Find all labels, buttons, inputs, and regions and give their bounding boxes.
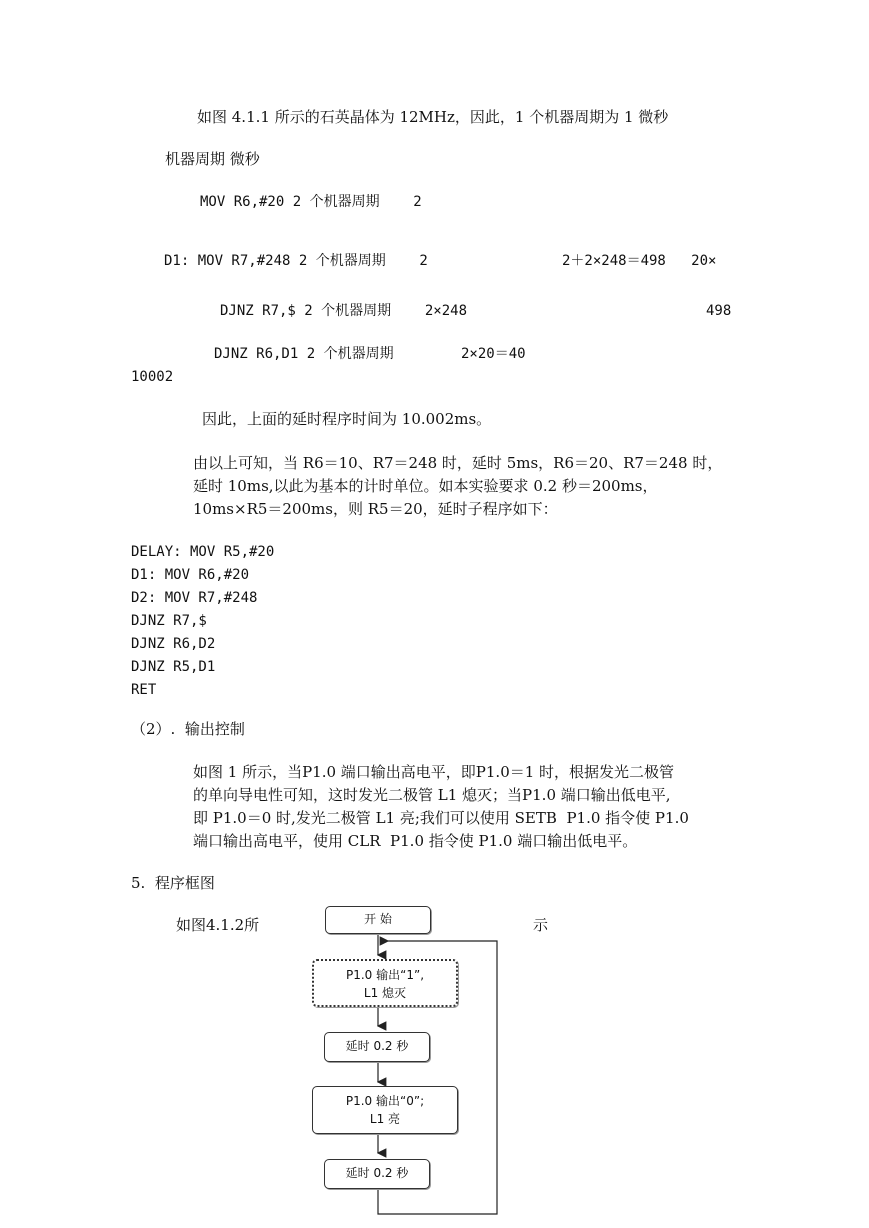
- timing-total: 10002: [131, 369, 174, 385]
- paragraph-line: 延时 10ms,以此为基本的计时单位。如本实验要求 0.2 秒＝200ms，: [193, 477, 658, 495]
- code-line: RET: [131, 682, 157, 698]
- flowchart-output-1: [312, 959, 458, 1007]
- section-2-title: （2）. 输出控制: [131, 720, 245, 738]
- timing-row-4: DJNZ R6,D1 2 个机器周期 2×20＝40: [214, 346, 526, 362]
- code-line: DJNZ R7,$: [131, 613, 207, 629]
- flowchart-delay-1-label: 延时 0.2 秒: [345, 1039, 409, 1053]
- flowchart-delay-2-label: 延时 0.2 秒: [345, 1166, 409, 1180]
- paragraph-line: 的单向导电性可知，这时发光二极管 L1 熄灭；当P1.0 端口输出低电平,: [193, 786, 671, 804]
- paragraph-output-control: [193, 761, 689, 853]
- timing-row-2-left: D1: MOV R7,#248 2 个机器周期 2: [164, 253, 428, 269]
- section-5-title: 5. 程序框图: [131, 874, 215, 892]
- timing-row-3-right: 498: [706, 303, 732, 319]
- flowchart-delay-2: [324, 1159, 430, 1189]
- code-line: DJNZ R6,D2: [131, 636, 216, 652]
- paragraph-delay-explanation: [193, 452, 722, 521]
- intro-line: 如图 4.1.1 所示的石英晶体为 12MHz，因此，1 个机器周期为 1 微秒: [197, 108, 669, 126]
- paragraph-line: 即 P1.0＝0 时,发光二极管 L1 亮;我们可以使用 SETB P1.0 指令使 P1.0: [193, 809, 689, 827]
- code-line: D2: MOV R7,#248: [131, 590, 258, 606]
- paragraph-line: 端口输出高电平，使用 CLR P1.0 指令使 P1.0 端口输出低电平。: [193, 832, 638, 850]
- paragraph-line: 10ms×R5＝200ms，则 R5＝20，延时子程序如下：: [193, 500, 558, 518]
- flowchart-output-1-line2: L1 熄灭: [363, 986, 407, 1000]
- paragraph-line: 如图 1 所示，当P1.0 端口输出高电平，即P1.0＝1 时，根据发光二极管: [193, 763, 675, 781]
- figure-caption-left: 如图4.1.2所: [176, 916, 260, 934]
- code-line: DJNZ R5,D1: [131, 659, 216, 675]
- flowchart-delay-1: [324, 1032, 430, 1062]
- program-flowchart: [300, 900, 510, 1225]
- flowchart-output-0-line1: P1.0 输出“0”;: [345, 1094, 425, 1108]
- flowchart-start: [325, 906, 431, 934]
- timing-row-3-left: DJNZ R7,$ 2 个机器周期 2×248: [220, 303, 468, 319]
- paragraph-line: 由以上可知，当 R6＝10、R7＝248 时，延时 5ms，R6＝20、R7＝248 时，: [193, 454, 723, 472]
- conclusion-line: 因此，上面的延时程序时间为 10.002ms。: [202, 410, 492, 428]
- code-line: D1: MOV R6,#20: [131, 567, 250, 583]
- flowchart-output-1-line1: P1.0 输出“1”,: [345, 968, 425, 982]
- table-header-row: 机器周期 微秒: [165, 150, 260, 168]
- code-line: DELAY: MOV R5,#20: [131, 544, 275, 560]
- flowchart-output-0-line2: L1 亮: [369, 1112, 401, 1126]
- timing-row-2-right: 2＋2×248＝498 20×: [562, 253, 717, 269]
- flowchart-output-0: [312, 1086, 458, 1134]
- timing-row-1: MOV R6,#20 2 个机器周期 2: [200, 194, 422, 210]
- figure-caption-right: 示: [533, 916, 549, 934]
- flowchart-start-label: 开 始: [364, 912, 392, 926]
- code-listing: [131, 541, 274, 702]
